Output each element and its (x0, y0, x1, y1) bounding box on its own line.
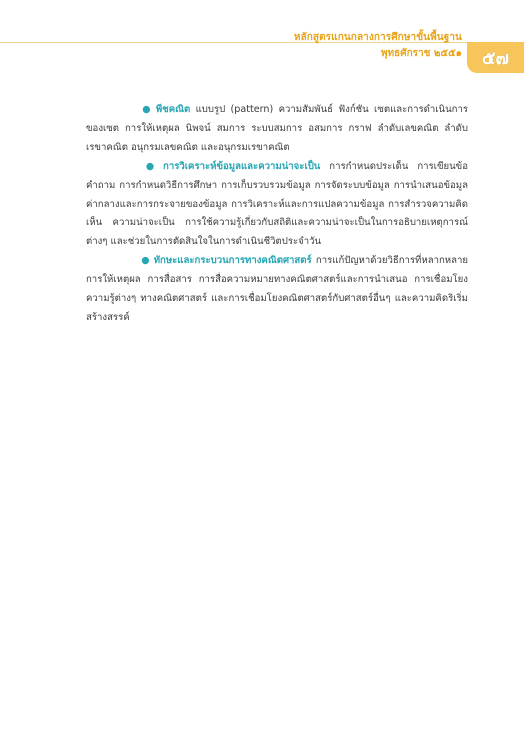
paragraph-text: แบบรูป (pattern) ความสัมพันธ์ ฟังก์ชัน เซตและการดำเนินการของเซต การให้เหตุผล นิพจน์ สมการ ระบบสมการ อสมการ กราฟ ลำดับเลขคณิต ลำดับเรขาคณิต อนุกรมเลขคณิต และอนุกรมเรขาคณิต (86, 104, 468, 153)
header-year: พุทธศักราช ๒๕๕๑ (380, 48, 462, 59)
page-number: ๕๗ (481, 48, 510, 69)
paragraph-math-skills (86, 252, 468, 328)
bullet-icon: ● (140, 255, 151, 267)
term-heading: ทักษะและกระบวนการทางคณิตศาสตร์ (153, 255, 312, 267)
paragraph-text: การแก้ปัญหาด้วยวิธีการที่หลากหลาย การให้เหตุผล การสื่อสาร การสื่อความหมายทางคณิตศาสตร์และการนำเสนอ การเชื่อมโยงความรู้ต่างๆ ทางคณิตศาสตร์ และการเชื่อมโยงคณิตศาสตร์กับศาสตร์อื่นๆ และความคิดริเริ่มสร้างสรรค์ (86, 255, 468, 323)
page-number-tab (467, 42, 524, 73)
bullet-icon: ● (140, 104, 153, 115)
term-heading: พีชคณิต (155, 104, 191, 115)
paragraph-data-analysis (86, 158, 468, 253)
paragraph-algebra (86, 101, 468, 158)
page-content (86, 101, 468, 328)
bullet-icon: ● (140, 160, 161, 172)
paragraph-text: การกำหนดประเด็น การเขียนข้อคำถาม การกำหนดวิธีการศึกษา การเก็บรวบรวมข้อมูล การจัดระบบข้อมูล การนำเสนอข้อมูล ค่ากลางและการกระจายของข้อมูล การวิเคราะห์และการแปลความข้อมูล การสำรวจความคิดเห็น ความน่าจะเป็น การใช้ความรู้เกี่ยวกับสถิติและความน่าจะเป็นในการอธิบายเหตุการณ์ต่างๆ และช่วยในการตัดสินใจในการดำเนินชีวิตประจำวัน (86, 160, 468, 248)
term-heading: การวิเคราะห์ข้อมูลและความน่าจะเป็น (163, 160, 321, 172)
header-title: หลักสูตรแกนกลางการศึกษาขั้นพื้นฐาน (293, 32, 462, 43)
